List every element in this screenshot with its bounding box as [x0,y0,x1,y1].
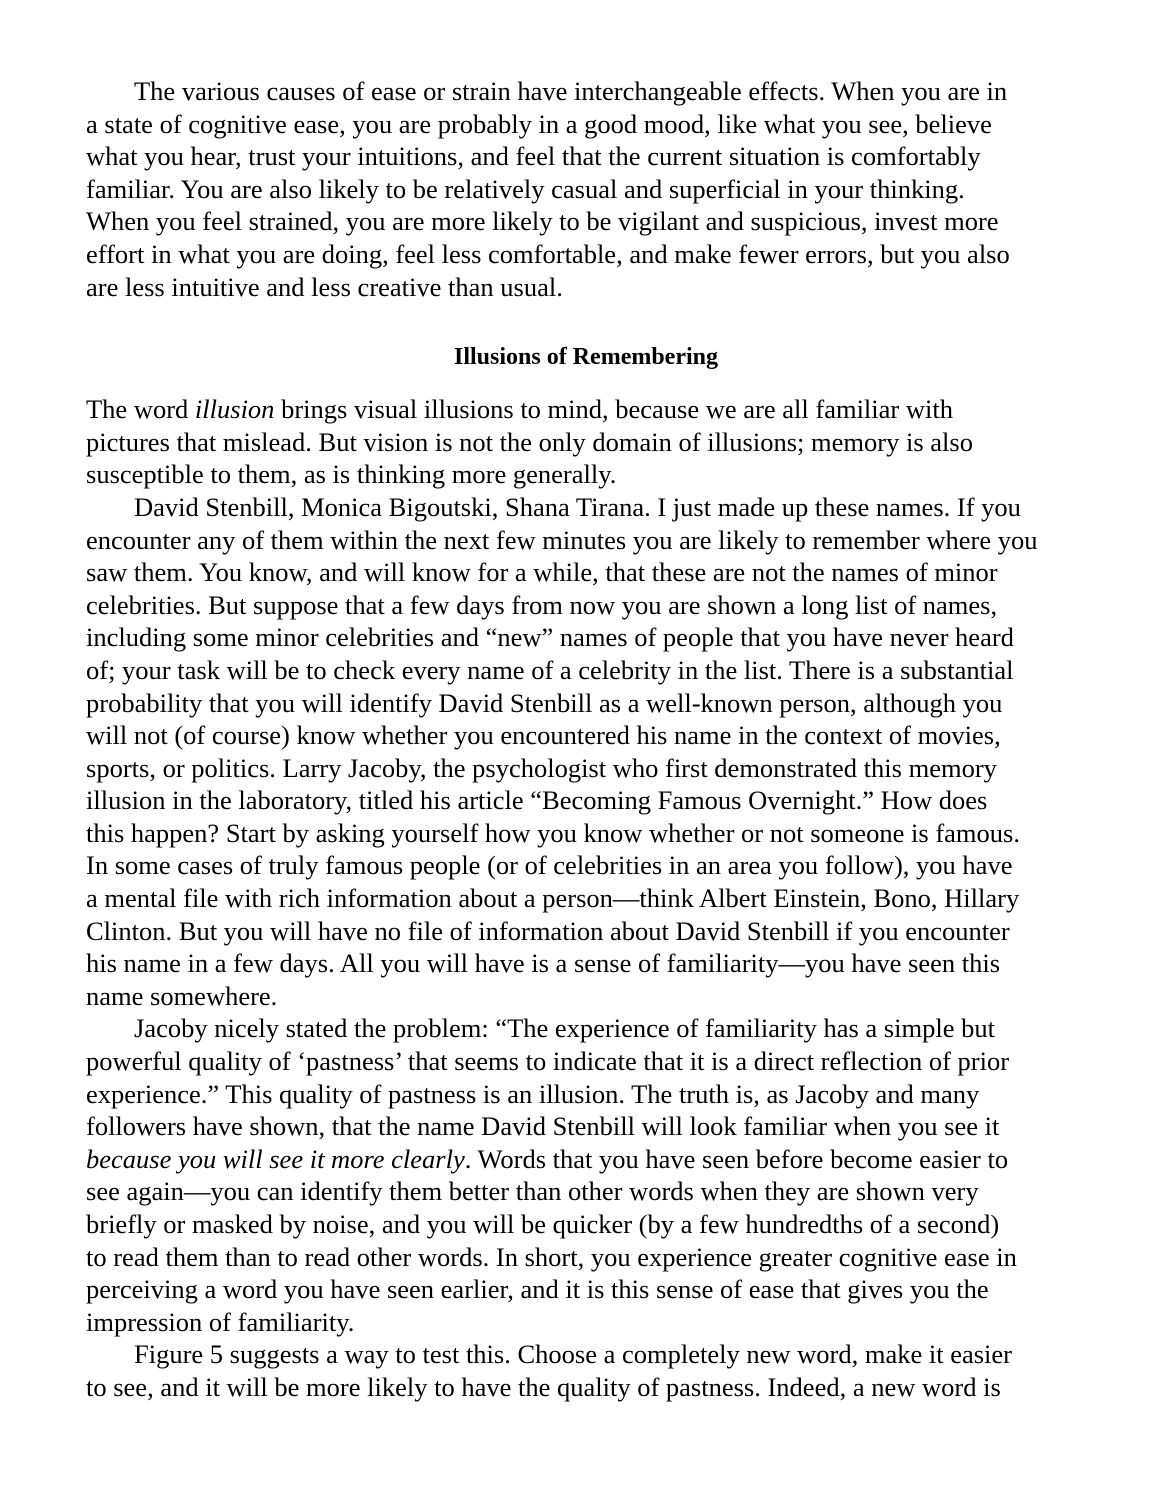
text-line: including some minor celebrities and “new” names of people that you have never heard [86,622,1014,653]
text-line: to read them than to read other words. In short, you experience greater cognitive ease in [86,1241,1017,1272]
italic-phrase: because you will see it more clearly [86,1143,465,1174]
text-line: In some cases of truly famous people (or of celebrities in an area you follow), you have [86,850,1013,881]
text-line: impression of familiarity. [86,1306,355,1337]
text-line: effort in what you are doing, feel less comfortable, and make fewer errors, but you also [86,238,1010,269]
text-line: what you hear, trust your intuitions, and feel that the current situation is comfortably [86,141,981,172]
text-line: Jacoby nicely stated the problem: “The experience of familiarity has a simple but [134,1013,995,1044]
text-line: perceiving a word you have seen earlier, and it is this sense of ease that gives you the [86,1274,989,1305]
text-line: Figure 5 suggests a way to test this. Choose a completely new word, make it easier [134,1339,1012,1370]
section-heading: Illusions of Remembering [454,344,718,371]
text-run: brings visual illusions to mind, because we are all familiar with [274,394,953,425]
text-line: this happen? Start by asking yourself how you know whether or not someone is famous. [86,817,1020,848]
text-line: of; your task will be to check every name of a celebrity in the list. There is a substantial [86,654,1014,685]
spacer [86,373,1086,393]
text-line: The various causes of ease or strain have interchangeable effects. When you are in [134,76,1008,106]
text-line: will not (of course) know whether you encountered his name in the context of movies, [86,720,1001,751]
paragraph-illusion-word [86,393,1086,491]
text-line: encounter any of them within the next few minutes you are likely to remember where you [86,524,1038,555]
text-line: pictures that mislead. But vision is not the only domain of illusions; memory is also [86,426,973,457]
paragraph-jacoby [86,1012,1086,1338]
paragraph-figure-5 [86,1338,1086,1403]
text-line: experience.” This quality of pastness is an illusion. The truth is, as Jacoby and many [86,1078,980,1109]
text-line: his name in a few days. All you will have is a sense of familiarity—you have seen this [86,948,1001,979]
text-line [86,393,1086,426]
text-line: see again—you can identify them better than other words when they are shown very [86,1176,979,1207]
text-line: saw them. You know, and will know for a while, that these are not the names of minor [86,557,998,588]
text-line [86,1143,1086,1176]
text-line: celebrities. But suppose that a few days from now you are shown a long list of names, [86,589,998,620]
paragraph-ease-strain [86,75,1086,303]
text-line: a mental file with rich information about a person—think Albert Einstein, Bono, Hillary [86,883,1020,914]
page-text [86,75,1086,1404]
text-line: David Stenbill, Monica Bigoutski, Shana Tirana. I just made up these names. If you [134,491,1021,522]
text-line: briefly or masked by noise, and you will be quicker (by a few hundredths of a second) [86,1209,1000,1239]
text-line: When you feel strained, you are more likely to be vigilant and suspicious, invest more [86,206,999,237]
text-line: familiar. You are also likely to be relatively casual and superficial in your thinking. [86,173,965,204]
text-line: followers have shown, that the name David Stenbill will look familiar when you see it [86,1111,1000,1142]
text-line: Clinton. But you will have no file of information about David Stenbill if you encounter [86,915,1010,946]
text-line: powerful quality of ‘pastness’ that seems to indicate that it is a direct reflection of prior [86,1046,1010,1077]
text-line: illusion in the laboratory, titled his article “Becoming Famous Overnight.” How does [86,785,988,816]
text-line: a state of cognitive ease, you are probably in a good mood, like what you see, believe [86,108,992,139]
text-line: susceptible to them, as is thinking more generally. [86,459,617,490]
text-line: sports, or politics. Larry Jacoby, the psychologist who first demonstrated this memory [86,752,997,783]
text-line: to see, and it will be more likely to have the quality of pastness. Indeed, a new word is [86,1371,1001,1402]
text-line: probability that you will identify David Stenbill as a well-known person, although you [86,687,1003,718]
italic-term: illusion [194,394,275,425]
paragraph-made-up-names [86,491,1086,1013]
text-run: The word [86,394,195,425]
text-line: name somewhere. [86,980,278,1011]
text-run: . Words that you have seen before become easier to [464,1143,1009,1174]
spacer [86,303,1086,341]
text-line: are less intuitive and less creative than usual. [86,271,563,302]
